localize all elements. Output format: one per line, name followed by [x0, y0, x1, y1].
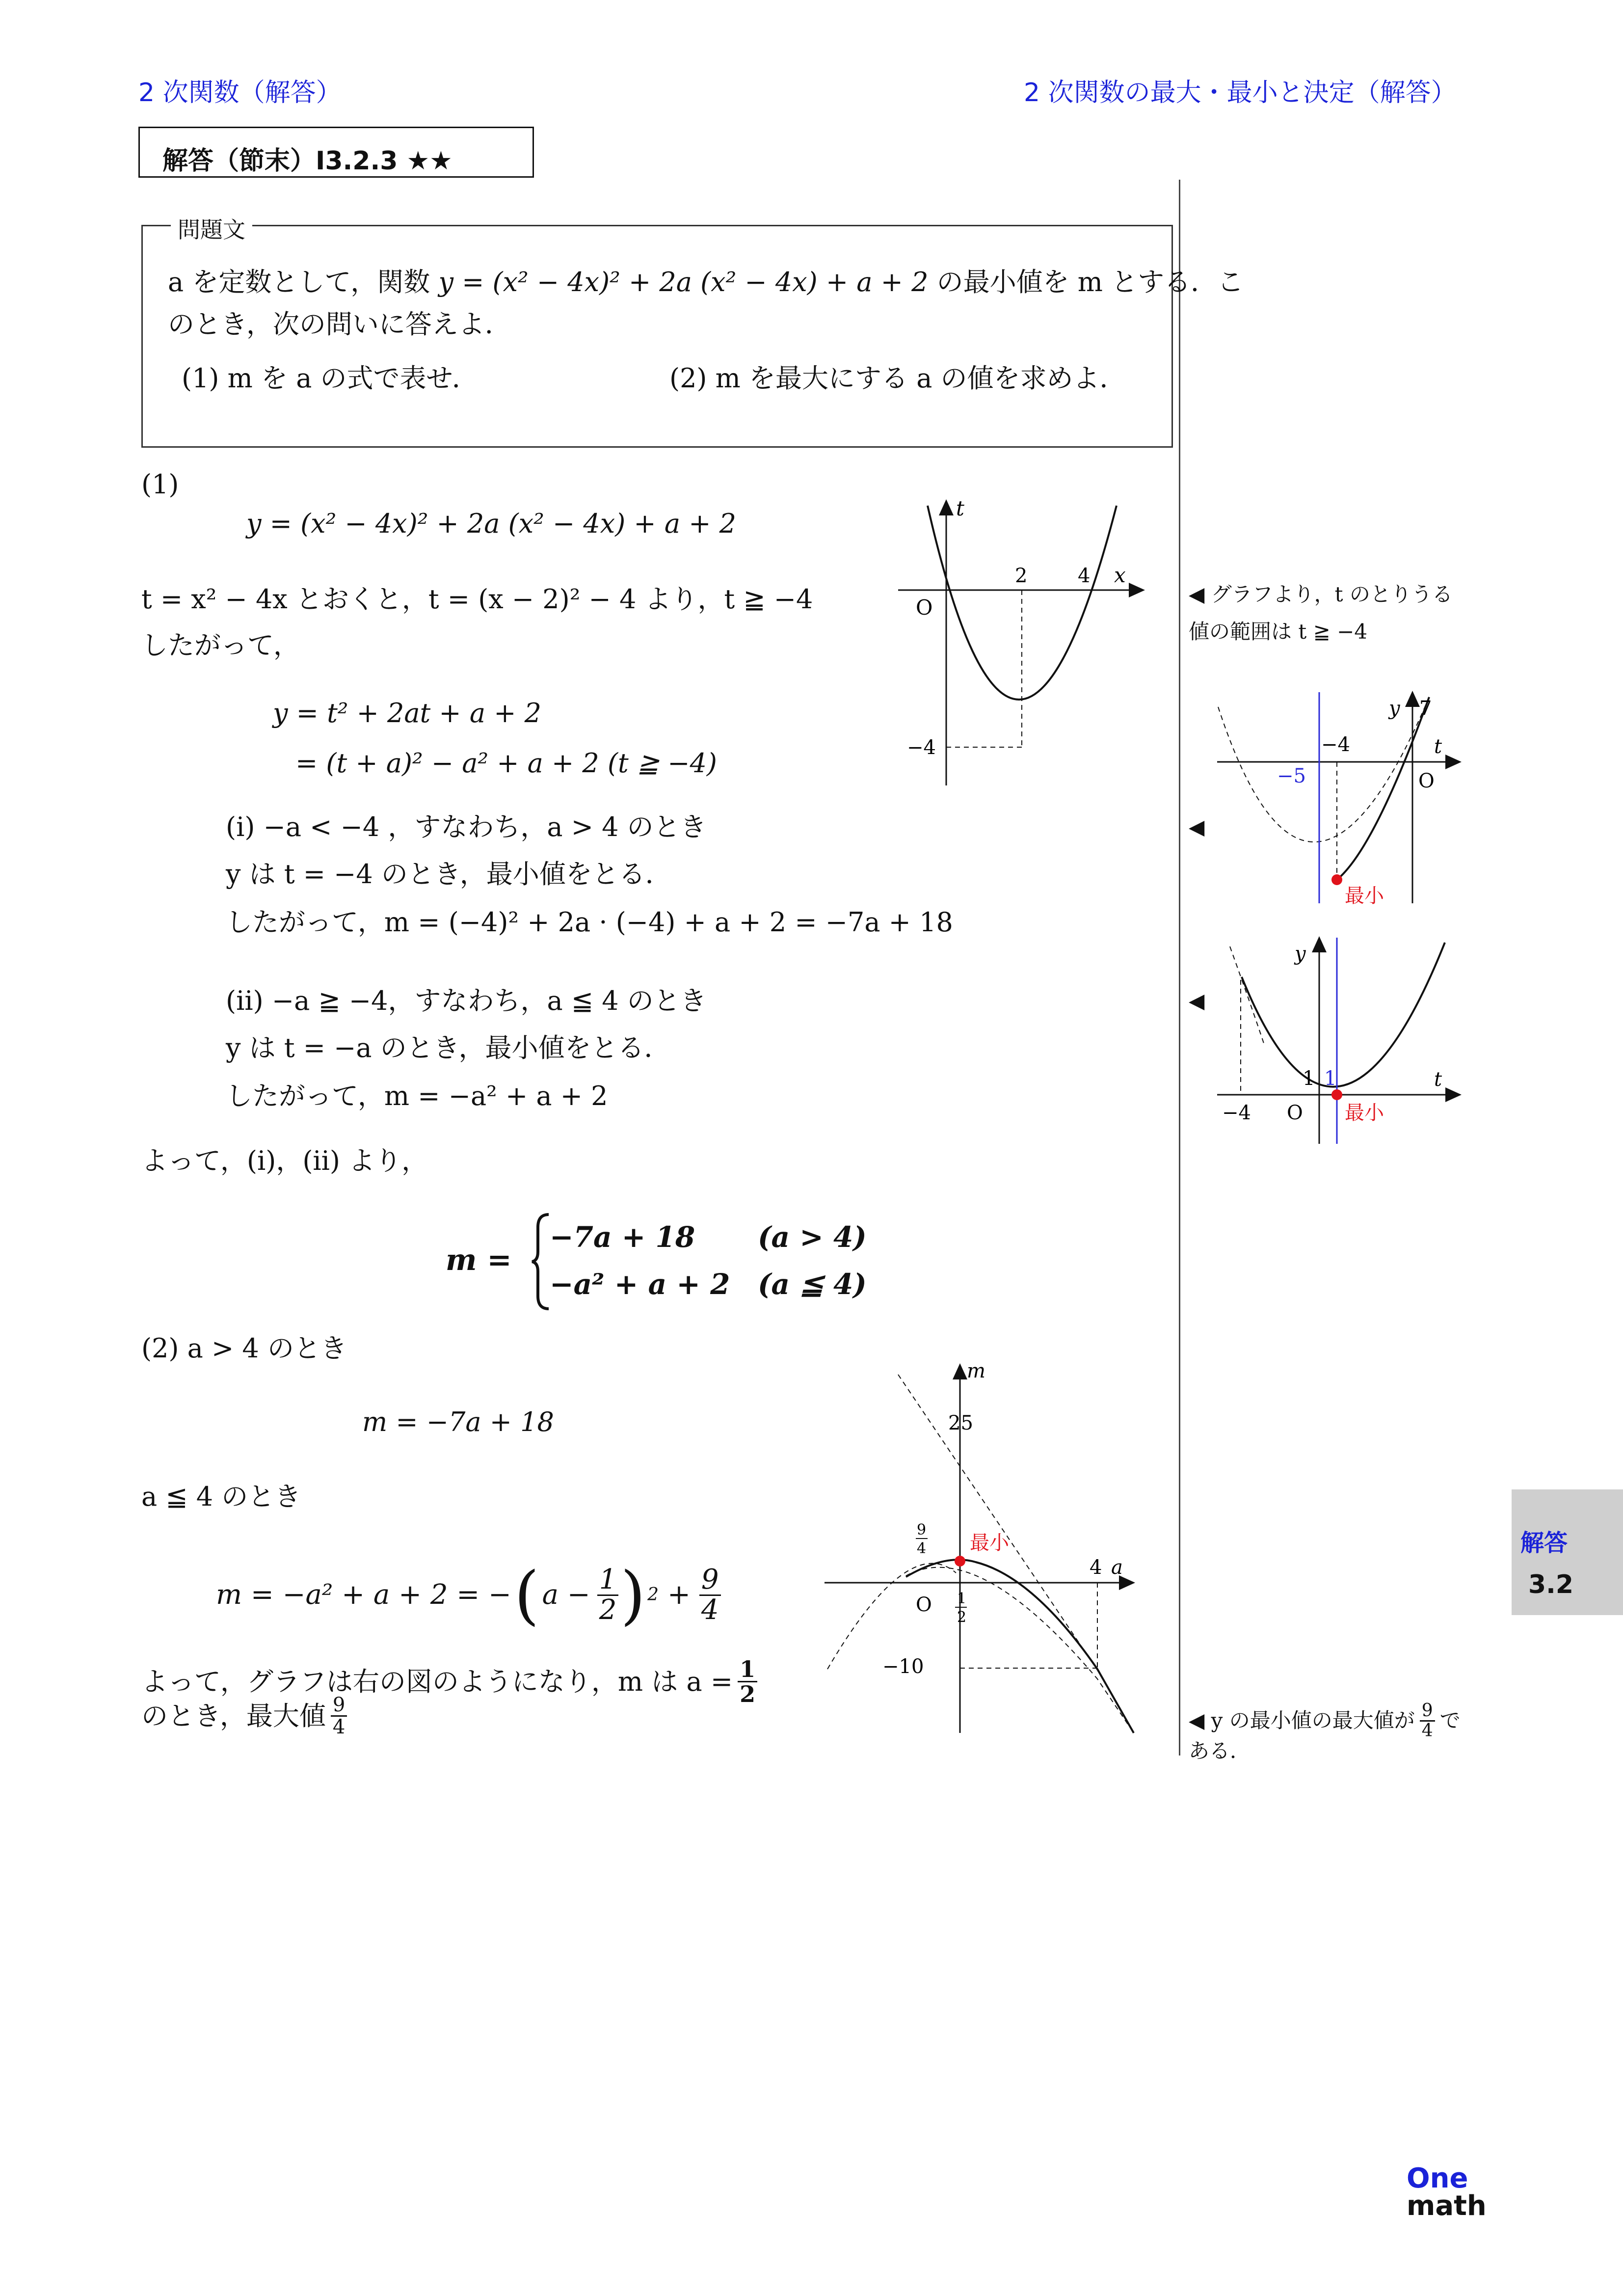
therefore-1: したがって，: [141, 630, 300, 661]
problem-line2: のとき，次の問いに答えよ．: [168, 309, 511, 340]
section-tab-label: 解答: [1520, 1529, 1568, 1557]
section-tab-number: 3.2: [1528, 1570, 1574, 1599]
graph2-min-label: 最小: [1345, 885, 1384, 907]
graph1-x-label: x: [1114, 563, 1126, 587]
graph4-tick-94-num: 9: [917, 1521, 927, 1539]
graph4-tangent-dashed: [898, 1375, 1134, 1733]
graph2-y-label: y: [1389, 697, 1400, 720]
header-left: 2 次関数（解答）: [138, 78, 342, 108]
graph4-max-label: 最小: [970, 1532, 1009, 1554]
answer-row2-expr: −a² + a + 2: [550, 1268, 730, 1301]
graph1-tick-4: 4: [1078, 565, 1091, 587]
answer-row2-cond: (a ≦ 4): [758, 1268, 867, 1301]
case1-m: したがって，m = (−4)² + 2a · (−4) + a + 2 = −7a + 18: [226, 907, 953, 938]
graph2-origin: O: [1418, 770, 1435, 792]
problem-label: 問題文: [171, 212, 252, 244]
graph-case-ii: [1212, 933, 1467, 1149]
case2-head: (ii) −a ≧ −4，すなわち，a ≦ 4 のとき: [226, 985, 707, 1016]
graph2-parabola-solid: [1337, 697, 1429, 880]
graph4-tick-94-den: 4: [917, 1540, 927, 1557]
graph4-line-dashed: [906, 1567, 1134, 1733]
answer-brace: [531, 1213, 551, 1311]
part1-label: (1): [141, 469, 179, 500]
eq-y: y = (x² − 4x)² + 2a (x² − 4x) + a + 2: [246, 508, 736, 539]
side-note-1-line1: ◀ グラフより，t のとりうる: [1189, 582, 1453, 606]
onemath-logo: [1407, 2162, 1487, 2222]
graph2-tick-m4: −4: [1321, 733, 1350, 756]
title-label: 解答（節末）I3.2.3 ★★: [162, 146, 452, 176]
answer-m: m =: [446, 1243, 512, 1277]
section-tab[interactable]: [1512, 1489, 1623, 1615]
side-note-2: ◀: [1189, 815, 1205, 839]
graph2-tick-7: 7: [1419, 697, 1432, 720]
graph2-min-point: [1331, 874, 1342, 885]
title-box: [138, 127, 534, 178]
logo-line2: math: [1407, 2190, 1487, 2222]
graph4-tick-half-num: 1: [957, 1590, 967, 1607]
side-note-4-line1: ◀ y の最小値の最大値が $\frac{9}{4}$ で: [1189, 1701, 1461, 1741]
case1-head: (i) −a < −4 ，すなわち，a > 4 のとき: [226, 811, 707, 842]
graph4-tick-4: 4: [1090, 1556, 1102, 1579]
graph2-tick-m5: −5: [1277, 765, 1306, 787]
graph1-tick-2: 2: [1015, 565, 1028, 587]
graph4-max-point: [955, 1556, 965, 1567]
graph2-t-label: t: [1434, 735, 1442, 758]
case2-min: y は t = −a のとき，最小値をとる．: [226, 1032, 671, 1063]
graph3-min-label: 最小: [1345, 1102, 1384, 1124]
graph3-tick-1a: 1: [1303, 1067, 1315, 1090]
eq-t1: y = t² + 2at + a + 2: [273, 698, 541, 729]
t-substitution: t = x² − 4x とおくと，t = (x − 2)² − 4 より，t ≧ −4: [141, 584, 813, 615]
part2-case2: a ≦ 4 のとき: [141, 1481, 301, 1512]
side-note-4-line2: ある．: [1189, 1739, 1251, 1763]
graph1-tick-m4: −4: [907, 736, 936, 759]
graph1-t-label: t: [956, 496, 964, 520]
graph4-tick-25: 25: [948, 1412, 973, 1434]
graph3-parabola-dashed: [1230, 946, 1264, 1045]
question-2: (2) m を最大にする a の値を求めよ．: [669, 363, 1126, 394]
graph3-tick-m4: −4: [1222, 1102, 1251, 1124]
logo-line1: One: [1407, 2162, 1468, 2194]
graph3-t-label: t: [1434, 1068, 1442, 1091]
side-note-3: ◀: [1189, 989, 1205, 1013]
case2-m: したがって，m = −a² + a + 2: [226, 1080, 608, 1111]
graph3-min-point: [1331, 1089, 1342, 1100]
graph4-tick-half-den: 2: [957, 1609, 967, 1626]
problem-statement: a を定数として，関数 y = (x² − 4x)² + 2a (x² − 4x) + a + 2 の最小値を m とする．こ: [168, 267, 1244, 297]
part2-eq1: m = −7a + 18: [362, 1406, 554, 1437]
graph3-y-label: y: [1295, 943, 1306, 965]
graph4-parabola-dashed: [827, 1564, 956, 1669]
answer-row1-cond: (a > 4): [758, 1220, 867, 1254]
graph3-origin: O: [1287, 1102, 1303, 1124]
graph3-tick-1b: 1: [1324, 1067, 1337, 1090]
graph4-origin: O: [916, 1594, 932, 1616]
conclusion-line1: よって，グラフは右の図のようになり，m は a = $\frac{1}{2}$: [141, 1657, 757, 1706]
graph-case-i: [1212, 687, 1467, 913]
margin-rule: [1179, 180, 1180, 1756]
graph1-origin: O: [916, 595, 933, 620]
graph4-m-label: m: [967, 1360, 985, 1382]
answer-row1-expr: −7a + 18: [550, 1220, 695, 1254]
case1-min: y は t = −4 のとき，最小値をとる．: [226, 859, 672, 890]
graph4-curve-solid: [906, 1560, 1134, 1733]
graph-m-of-a: [820, 1355, 1144, 1738]
header-right: 2 次関数の最大・最小と決定（解答）: [1024, 78, 1457, 108]
from-cases: よって，(i)，(ii) より，: [141, 1145, 428, 1176]
graph-t-of-x: [898, 491, 1153, 795]
part2-head: (2) a > 4 のとき: [141, 1333, 347, 1364]
graph3-parabola-solid: [1242, 943, 1445, 1087]
question-1: (1) m を a の式で表せ．: [182, 363, 479, 394]
graph4-a-label: a: [1111, 1556, 1123, 1579]
conclusion-line2: のとき，最大値 $\frac{9}{4}$: [141, 1695, 347, 1737]
part2-eq2: m = −a² + a + 2 = − ( a − $\frac{1}{2}$ ) 2 + $\frac{9}{4}$: [216, 1563, 721, 1627]
side-note-1-line2: 値の範囲は t ≧ −4: [1189, 620, 1368, 644]
eq-t2: = (t + a)² − a² + a + 2 (t ≧ −4): [295, 748, 717, 779]
graph4-tick-m10: −10: [882, 1655, 924, 1678]
